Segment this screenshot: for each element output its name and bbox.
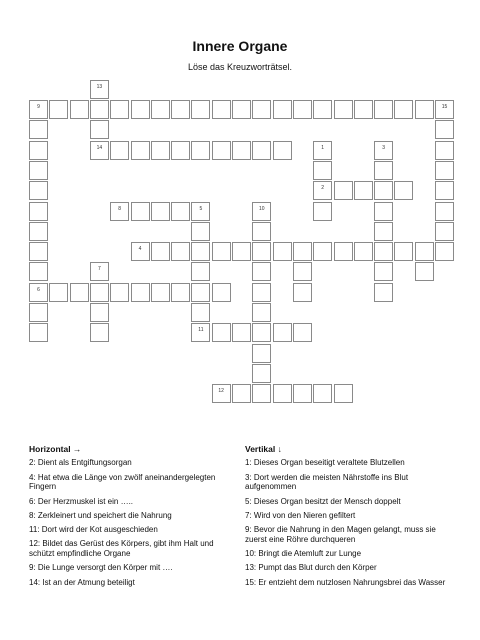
crossword-cell[interactable] [191,303,210,322]
crossword-cell[interactable] [435,222,454,241]
crossword-cell[interactable] [252,384,271,403]
crossword-cell[interactable] [90,141,109,160]
crossword-cell[interactable] [313,242,332,261]
crossword-cell[interactable] [90,303,109,322]
crossword-cell[interactable] [90,120,109,139]
crossword-cell[interactable] [435,100,454,119]
crossword-cell[interactable] [252,242,271,261]
clue-vertical: 9: Bevor die Nahrung in den Magen gelangt, muss sie zuerst eine Röhre durchqueren [245,525,436,544]
clue-number: 7 [98,266,101,273]
clue-horizontal: 8: Zerkleinert und speichert die Nahrung [29,510,172,520]
crossword-cell[interactable] [374,283,393,302]
crossword-cell[interactable] [313,141,332,160]
crossword-cell[interactable] [252,364,271,383]
clue-vertical: 3: Dort werden die meisten Nährstoffe ins Blut aufgenommen [245,472,409,492]
crossword-cell[interactable] [435,141,454,160]
crossword-cell[interactable] [70,283,89,302]
crossword-cell[interactable] [151,100,170,119]
crossword-cell[interactable] [293,283,312,302]
crossword-cell[interactable] [435,202,454,221]
crossword-cell[interactable] [374,242,393,261]
crossword-cell[interactable] [151,141,170,160]
crossword-cell[interactable] [212,141,231,160]
crossword-cell[interactable] [334,181,353,200]
crossword-cell[interactable] [49,283,68,302]
crossword-cell[interactable] [191,262,210,281]
crossword-cell[interactable] [252,344,271,363]
crossword-cell[interactable] [29,283,48,302]
crossword-cell[interactable] [212,283,231,302]
clue-vertical: 10: Bringt die Atemluft zur Lunge [245,549,362,559]
clues-vertical [245,444,452,592]
crossword-cell[interactable] [374,222,393,241]
clues-horizontal [29,444,235,592]
horizontal-heading: Horizontal → [29,444,82,454]
crossword-cell[interactable] [191,242,210,261]
crossword-cell[interactable] [435,242,454,261]
crossword-cell[interactable] [110,100,129,119]
crossword-cell[interactable] [29,100,48,119]
crossword-cell[interactable] [273,384,292,403]
crossword-cell[interactable] [293,384,312,403]
crossword-cell[interactable] [334,100,353,119]
crossword-cell[interactable] [273,100,292,119]
crossword-cell[interactable] [273,141,292,160]
crossword-cell[interactable] [171,202,190,221]
crossword-cell[interactable] [131,242,150,261]
crossword-cell[interactable] [171,283,190,302]
crossword-cell[interactable] [29,120,48,139]
crossword-cell[interactable] [191,222,210,241]
crossword-cell[interactable] [293,242,312,261]
crossword-cell[interactable] [90,323,109,342]
crossword-cell[interactable] [374,262,393,281]
crossword-cell[interactable] [90,80,109,99]
clue-vertical: 15: Er entzieht dem nutzlosen Nahrungsbrei das Wasser [245,577,446,587]
clue-number: 11 [198,327,204,334]
crossword-cell[interactable] [90,262,109,281]
crossword-cell[interactable] [29,242,48,261]
crossword-cell[interactable] [151,242,170,261]
crossword-cell[interactable] [232,323,251,342]
crossword-cell[interactable] [131,283,150,302]
clue-number: 8 [118,205,122,212]
crossword-cell[interactable] [110,283,129,302]
crossword-cell[interactable] [131,202,150,221]
crossword-cell[interactable] [191,141,210,160]
page-title: Innere Organe [192,38,288,54]
crossword-cell[interactable] [171,141,190,160]
crossword-cell[interactable] [29,323,48,342]
crossword-cell[interactable] [252,100,271,119]
crossword-cell[interactable] [252,202,271,221]
crossword-cell[interactable] [394,242,413,261]
clue-horizontal: 11: Dort wird der Kot ausgeschieden [29,525,158,535]
crossword-cell[interactable] [171,100,190,119]
crossword-cell[interactable] [29,222,48,241]
crossword-cell[interactable] [273,242,292,261]
crossword-cell[interactable] [212,100,231,119]
crossword-cell[interactable] [49,100,68,119]
crossword-cell[interactable] [191,100,210,119]
clue-number: 3 [382,144,385,151]
clue-number: 9 [37,104,40,110]
crossword-cell[interactable] [252,323,271,342]
clue-vertical: 5: Dieses Organ besitzt der Mensch doppelt [245,496,401,506]
crossword-cell[interactable] [415,100,434,119]
clue-number: 14 [96,144,103,151]
crossword-cell[interactable] [131,100,150,119]
clue-number: 12 [218,388,224,395]
crossword-cell[interactable] [29,262,48,281]
crossword-cell[interactable] [252,141,271,160]
crossword-cell[interactable] [212,323,231,342]
clue-number: 5 [199,205,203,212]
crossword-cell[interactable] [151,283,170,302]
crossword-cell[interactable] [29,161,48,180]
crossword-cell[interactable] [293,323,312,342]
clue-number: 2 [321,185,325,192]
crossword-cell[interactable] [29,303,48,322]
crossword-cell[interactable] [191,202,210,221]
crossword-cell[interactable] [313,161,332,180]
clue-number: 4 [138,246,142,253]
clue-vertical: 1: Dieses Organ beseitigt veraltete Blutzellen [245,458,405,468]
crossword-cell[interactable] [435,120,454,139]
crossword-cell[interactable] [252,303,271,322]
crossword-cell[interactable] [354,242,373,261]
crossword-cell[interactable] [374,202,393,221]
crossword-cell[interactable] [415,242,434,261]
clue-horizontal: 6: Der Herzmuskel ist ein ….. [29,496,134,506]
crossword-cell[interactable] [212,242,231,261]
crossword-cell[interactable] [313,202,332,221]
crossword-cell[interactable] [29,202,48,221]
crossword-cell[interactable] [252,283,271,302]
crossword-cell[interactable] [110,202,129,221]
crossword-cell[interactable] [232,100,251,119]
crossword-cell[interactable] [293,100,312,119]
crossword-cell[interactable] [29,181,48,200]
clue-number: 1 [321,144,325,151]
crossword-cell[interactable] [232,384,251,403]
crossword-cell[interactable] [212,384,231,403]
crossword-cell[interactable] [334,384,353,403]
crossword-cell[interactable] [394,100,413,119]
crossword-cell[interactable] [313,181,332,200]
crossword-cell[interactable] [90,100,109,119]
clue-horizontal: 9: Die Lunge versorgt den Körper mit …. [29,563,173,573]
crossword-cell[interactable] [232,242,251,261]
crossword-cell[interactable] [293,262,312,281]
crossword-cell[interactable] [90,283,109,302]
crossword-cell[interactable] [435,181,454,200]
clue-number: 6 [37,286,40,293]
crossword-cell[interactable] [374,141,393,160]
crossword-cell[interactable] [151,202,170,221]
crossword-cell[interactable] [171,242,190,261]
crossword-cell[interactable] [415,262,434,281]
subtitle: Löse das Kreuzworträtsel. [187,62,293,72]
crossword-cell[interactable] [191,323,210,342]
crossword-cell[interactable] [252,222,271,241]
crossword-cell[interactable] [273,323,292,342]
clue-vertical: 7: Wird von den Nieren gefiltert [245,510,356,520]
crossword-cell[interactable] [374,181,393,200]
crossword-cell[interactable] [313,384,332,403]
clue-vertical: 13: Pumpt das Blut durch den Körper [245,563,377,573]
clue-number: 10 [259,205,265,212]
vertical-heading: Vertikal ↓ [245,444,282,454]
crossword-cell[interactable] [354,100,373,119]
crossword-cell[interactable] [131,141,150,160]
clue-horizontal: 4: Hat etwa die Länge von zwölf aneinandergelegten Fingern [29,472,216,492]
crossword-cell[interactable] [29,141,48,160]
crossword-cell[interactable] [374,100,393,119]
crossword-cell[interactable] [252,262,271,281]
crossword-cell[interactable] [110,141,129,160]
crossword-cell[interactable] [435,161,454,180]
clue-number: 13 [96,83,103,90]
clue-number: 15 [441,104,448,110]
crossword-cell[interactable] [191,283,210,302]
crossword-cell[interactable] [374,161,393,180]
clue-horizontal: 14: Ist an der Atmung beteiligt [29,577,135,587]
crossword-cell[interactable] [313,100,332,119]
crossword-cell[interactable] [394,181,413,200]
clue-horizontal: 2: Dient als Entgiftungsorgan [29,458,132,468]
crossword-cell[interactable] [232,141,251,160]
crossword-cell[interactable] [354,181,373,200]
crossword-cell[interactable] [334,242,353,261]
crossword-cell[interactable] [70,100,89,119]
clue-horizontal: 12: Bildet das Gerüst des Körpers, gibt ihm Halt und schützt empfindliche Organe [29,539,214,559]
